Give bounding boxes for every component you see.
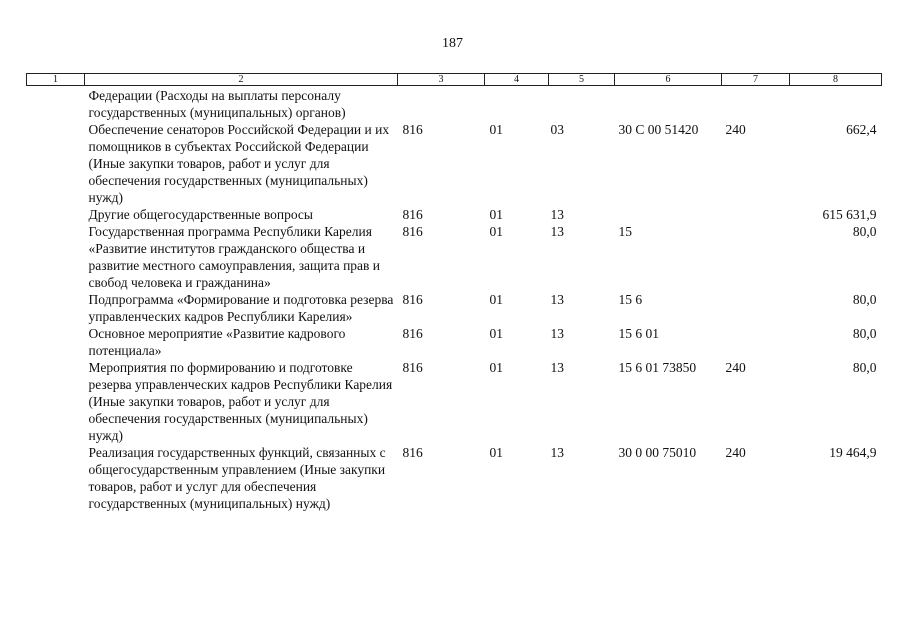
column-number: 5 (549, 74, 615, 86)
ministry-code: 816 (402, 326, 423, 341)
expense-type-code (722, 223, 790, 291)
expense-name: Федерации (Расходы на выплаты персоналу государственных (муниципальных) органов) (88, 88, 346, 120)
section-code: 01 (489, 360, 503, 375)
subsection-code: 03 (550, 122, 564, 137)
target-article-code (615, 86, 722, 122)
column-number: 4 (485, 74, 549, 86)
table-row (27, 359, 882, 444)
amount: 662,4 (846, 122, 877, 137)
amount: 615 631,9 (822, 207, 877, 222)
column-number: 8 (790, 74, 882, 86)
empty-cell (27, 325, 85, 359)
expense-name: Подпрограмма «Формирование и подготовка резерва управленческих кадров Республики Карелия» (88, 292, 394, 324)
empty-cell (27, 206, 85, 223)
target-article-code: 30 0 00 75010 (618, 445, 697, 460)
subsection-code: 13 (550, 224, 564, 239)
column-number: 1 (27, 74, 85, 86)
subsection-code: 13 (550, 292, 564, 307)
table-row (27, 291, 882, 325)
empty-cell (27, 291, 85, 325)
column-number: 3 (398, 74, 485, 86)
expense-name: Государственная программа Республики Карелия «Развитие институтов гражданского общества и развитие местного самоуправления, защита прав и свобод человека и гражданина» (88, 224, 381, 290)
amount (790, 86, 882, 122)
expense-name: Мероприятия по формированию и подготовке резерва управленческих кадров Республики Карелия (Иные закупки товаров, работ и услуг для обеспечения государственных (муниципальных) нужд) (88, 360, 393, 443)
amount: 80,0 (852, 292, 877, 307)
expense-name: Обеспечение сенаторов Российской Федерации и их помощников в субъектах Российской Федерации (Иные закупки товаров, работ и услуг для обеспечения государственных (муниципальных) нужд) (88, 122, 390, 205)
section-code: 01 (489, 207, 503, 222)
empty-cell (27, 86, 85, 122)
section-code: 01 (489, 445, 503, 460)
column-number: 7 (722, 74, 790, 86)
column-number: 2 (85, 74, 398, 86)
table-row (27, 86, 882, 122)
section-code: 01 (489, 224, 503, 239)
table-row (27, 206, 882, 223)
table-row (27, 325, 882, 359)
ministry-code: 816 (402, 292, 423, 307)
expense-type-code: 240 (725, 445, 746, 460)
page-number: 187 (442, 36, 463, 51)
table-row (27, 121, 882, 206)
target-article-code (615, 206, 722, 223)
expense-type-code (722, 86, 790, 122)
ministry-code: 816 (402, 224, 423, 239)
column-number: 6 (615, 74, 722, 86)
target-article-code: 15 6 01 (618, 326, 659, 341)
target-article-code: 15 6 01 73850 (618, 360, 697, 375)
expense-type-code (722, 325, 790, 359)
table-row (27, 444, 882, 512)
expense-type-code: 240 (725, 360, 746, 375)
ministry-code: 816 (402, 360, 423, 375)
expense-type-code (722, 206, 790, 223)
subsection-code: 13 (550, 326, 564, 341)
table-row (27, 223, 882, 291)
target-article-code: 30 С 00 51420 (618, 122, 699, 137)
subsection-code: 13 (550, 360, 564, 375)
expense-name: Основное мероприятие «Развитие кадрового потенциала» (88, 326, 346, 358)
target-article-code: 15 6 (618, 292, 643, 307)
subsection-code (549, 86, 615, 122)
expense-name: Реализация государственных функций, связанных с общегосударственным управлением (Иные закупки товаров, работ и услуг для обеспечения государственных (муниципальных) нужд) (88, 445, 386, 511)
expense-name: Другие общегосударственные вопросы (88, 207, 313, 222)
section-code (485, 86, 549, 122)
empty-cell (27, 444, 85, 512)
target-article-code: 15 (618, 224, 632, 239)
ministry-code: 816 (402, 445, 423, 460)
empty-cell (27, 121, 85, 206)
expense-type-code: 240 (725, 122, 746, 137)
subsection-code: 13 (550, 207, 564, 222)
ministry-code: 816 (402, 207, 423, 222)
amount: 80,0 (852, 360, 877, 375)
section-code: 01 (489, 292, 503, 307)
amount: 19 464,9 (829, 445, 877, 460)
ministry-code (398, 86, 485, 122)
amount: 80,0 (852, 224, 877, 239)
empty-cell (27, 359, 85, 444)
subsection-code: 13 (550, 445, 564, 460)
amount: 80,0 (852, 326, 877, 341)
section-code: 01 (489, 122, 503, 137)
column-number-row (27, 74, 882, 86)
budget-table (26, 73, 882, 512)
section-code: 01 (489, 326, 503, 341)
ministry-code: 816 (402, 122, 423, 137)
empty-cell (27, 223, 85, 291)
expense-type-code (722, 291, 790, 325)
